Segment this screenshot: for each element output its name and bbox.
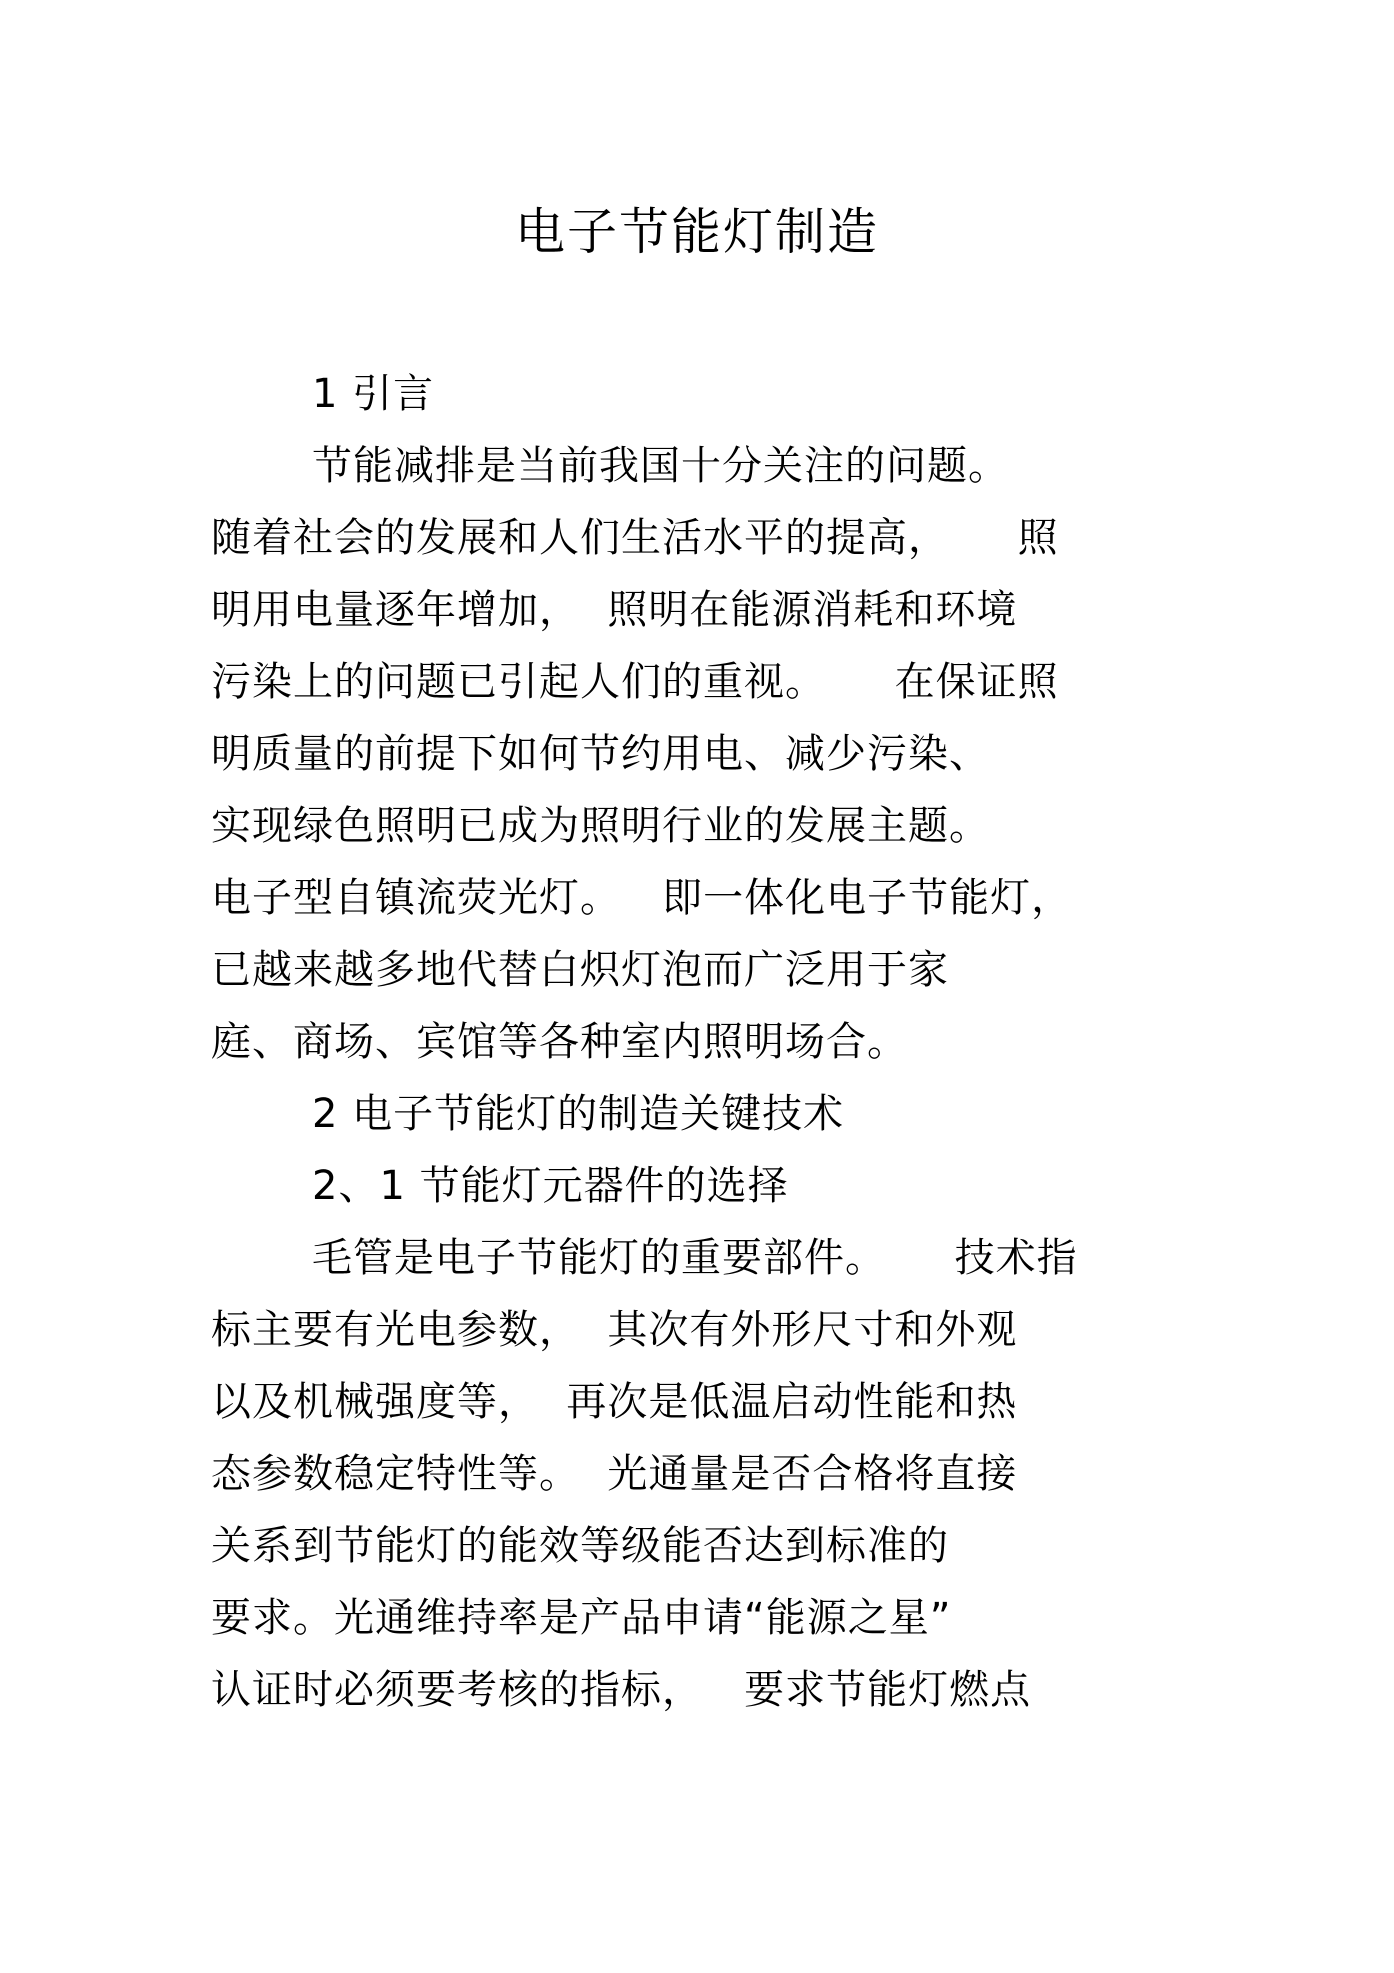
paragraph-line: 随着社会的发展和人们生活水平的提高， 照 <box>211 515 1059 561</box>
paragraph-line: 明用电量逐年增加， 照明在能源消耗和环境 <box>211 587 1018 633</box>
section-heading-introduction: 1 引言 <box>312 371 435 417</box>
paragraph-line: 以及机械强度等， 再次是低温启动性能和热 <box>211 1379 1018 1425</box>
paragraph-line: 毛管是电子节能灯的重要部件。 技术指 <box>312 1235 1078 1281</box>
paragraph-line: 关系到节能灯的能效等级能否达到标准的 <box>211 1523 949 1569</box>
paragraph-line: 污染上的问题已引起人们的重视。 在保证照 <box>211 659 1059 705</box>
paragraph-line: 标主要有光电参数， 其次有外形尺寸和外观 <box>211 1307 1018 1353</box>
paragraph-line: 要求。光通维持率是产品申请“能源之星” <box>211 1595 952 1641</box>
paragraph-line: 认证时必须要考核的指标， 要求节能灯燃点 <box>211 1667 1032 1713</box>
paragraph-line: 实现绿色照明已成为照明行业的发展主题。 <box>211 803 990 849</box>
paragraph-line: 已越来越多地代替白炽灯泡而广泛用于家 <box>211 947 949 993</box>
paragraph-line: 节能减排是当前我国十分关注的问题。 <box>312 443 1009 489</box>
section-heading-key-technology: 2 电子节能灯的制造关键技术 <box>312 1091 845 1137</box>
subsection-heading-component-selection: 2、1 节能灯元器件的选择 <box>312 1163 789 1209</box>
document-title: 电子节能灯制造 <box>515 203 879 261</box>
paragraph-line: 明质量的前提下如何节约用电、减少污染、 <box>211 731 990 777</box>
paragraph-line: 庭、商场、宾馆等各种室内照明场合。 <box>211 1019 908 1065</box>
paragraph-line: 态参数稳定特性等。 光通量是否合格将直接 <box>211 1451 1018 1497</box>
paragraph-line: 电子型自镇流荧光灯。 即一体化电子节能灯， <box>211 875 1073 921</box>
